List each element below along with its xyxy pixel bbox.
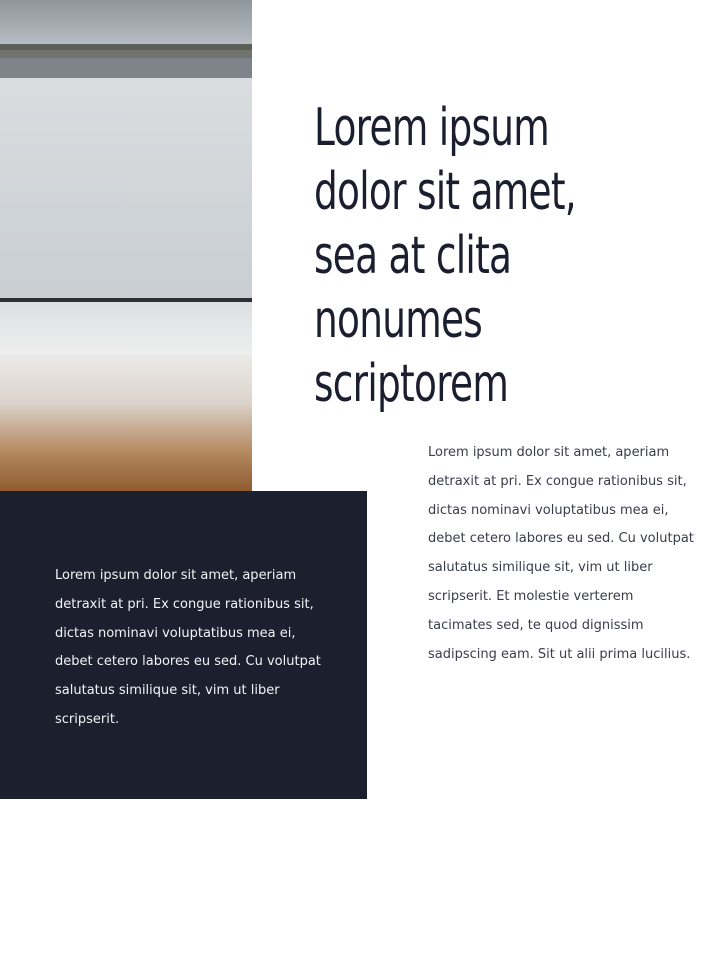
headline-line-5: scriptorem: [314, 354, 509, 414]
page-headline: [314, 96, 577, 416]
hero-photo: [0, 0, 252, 492]
dark-text-panel: [0, 491, 367, 799]
body-paragraph-right: Lorem ipsum dolor sit amet, aperiam detraxit at pri. Ex congue rationibus sit, dictas nominavi voluptatibus mea ei, debet cetero labores eu sed. Cu volutpat salutatus similique sit, vim ut liber scripserit. Et molestie verterem tacimates sed, te quod dignissim sadipscing eam. Sit ut alii prima lucilius.: [428, 445, 694, 662]
headline-line-1: Lorem ipsum: [314, 98, 550, 158]
headline-line-4: nonumes: [314, 290, 483, 350]
headline-line-3: sea at clita: [314, 226, 512, 286]
hero-photo-art: [0, 0, 252, 492]
panel-paragraph: Lorem ipsum dolor sit amet, aperiam detraxit at pri. Ex congue rationibus sit, dictas nominavi voluptatibus mea ei, debet cetero labores eu sed. Cu volutpat salutatus similique sit, vim ut liber scripserit.: [55, 568, 321, 727]
headline-line-2: dolor sit amet,: [314, 162, 577, 222]
